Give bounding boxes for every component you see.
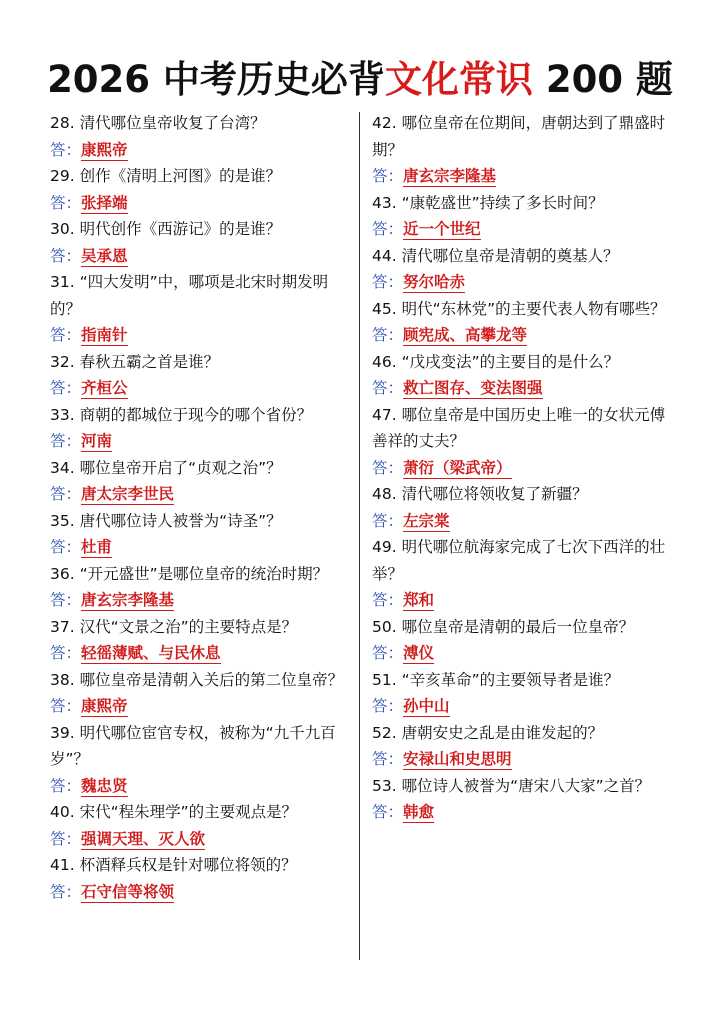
answer-text: 安禄山和史思明 xyxy=(403,749,512,768)
answer-label: 答： xyxy=(50,591,82,609)
question-text: 35. 唐代哪位诗人被誉为“诗圣”？ xyxy=(50,511,282,530)
answer-text: 齐桓公 xyxy=(81,378,128,397)
answer-line xyxy=(50,190,350,217)
answer-label: 答： xyxy=(50,776,82,795)
question-text: 51. “辛亥革命”的主要领导者是谁？ xyxy=(372,670,620,689)
answer-label: 答： xyxy=(372,750,404,768)
answer-text: 救亡图存、变法图强 xyxy=(403,378,543,397)
answer-line xyxy=(372,587,672,614)
answer-label: 答： xyxy=(50,379,82,397)
answer-label: 答： xyxy=(372,591,404,609)
question-text: 50. 哪位皇帝是清朝的最后一位皇帝？ xyxy=(372,617,635,636)
column-divider xyxy=(359,112,360,960)
question-text: 39. 明代哪位宦官专权，被称为“九千九百岁”？ xyxy=(50,723,336,768)
answer-text: 轻徭薄赋、与民休息 xyxy=(81,643,221,662)
answer-line xyxy=(372,322,672,349)
answer-label: 答： xyxy=(372,458,404,477)
answer-text: 石守信等将领 xyxy=(81,881,175,901)
question-text: 42. 哪位皇帝在位期间，唐朝达到了鼎盛时期？ xyxy=(372,114,666,159)
question-text: 34. 哪位皇帝开启了“贞观之治”？ xyxy=(50,458,282,477)
answer-label: 答： xyxy=(372,803,404,821)
question-text: 53. 哪位诗人被誉为“唐宋八大家”之首？ xyxy=(372,776,651,795)
answer-label: 答： xyxy=(372,326,404,344)
answer-text: 强调天理、灭人欲 xyxy=(81,828,206,848)
answer-label: 答： xyxy=(50,697,82,715)
question-text: 36. “开元盛世”是哪位皇帝的统治时期？ xyxy=(50,564,329,583)
question-text: 46. “戊戌变法”的主要目的是什么？ xyxy=(372,352,620,371)
answer-label: 答： xyxy=(50,829,82,848)
answer-line xyxy=(372,693,672,720)
answer-line xyxy=(50,322,350,349)
answer-line xyxy=(50,826,350,853)
answer-line xyxy=(50,428,350,455)
question-text: 29. 创作《清明上河图》的是谁？ xyxy=(50,167,282,185)
answer-label: 答： xyxy=(50,140,82,159)
answer-text: 河南 xyxy=(81,431,113,450)
question-text: 28. 清代哪位皇帝收复了台湾？ xyxy=(50,114,266,132)
title-highlight: 文化常识 xyxy=(384,58,533,101)
answer-line xyxy=(372,455,672,482)
answer-line xyxy=(372,799,672,826)
answer-text: 左宗棠 xyxy=(403,510,450,530)
left-column xyxy=(50,110,350,905)
answer-label: 答： xyxy=(50,432,82,450)
answer-line xyxy=(50,481,350,508)
answer-text: 吴承恩 xyxy=(81,245,128,265)
question-text: 43. “康乾盛世”持续了多长时间？ xyxy=(372,193,604,212)
answer-line xyxy=(372,269,672,296)
answer-text: 萧衍（梁武帝） xyxy=(403,457,512,477)
answer-line xyxy=(50,693,350,720)
answer-text: 杜甫 xyxy=(81,537,113,556)
answer-label: 答： xyxy=(50,485,82,503)
question-text: 49. 明代哪位航海家完成了七次下西洋的壮举？ xyxy=(372,538,666,583)
answer-text: 康熙帝 xyxy=(81,139,128,159)
answer-label: 答： xyxy=(372,167,404,185)
answer-label: 答： xyxy=(50,882,82,901)
question-text: 30. 明代创作《西游记》的是谁？ xyxy=(50,220,282,238)
answer-text: 郑和 xyxy=(403,590,435,609)
answer-text: 唐玄宗李隆基 xyxy=(81,590,175,609)
answer-text: 指南针 xyxy=(81,325,128,344)
question-text: 44. 清代哪位皇帝是清朝的奠基人？ xyxy=(372,246,619,265)
answer-line xyxy=(372,508,672,535)
question-text: 47. 哪位皇帝是中国历史上唯一的女状元傅善祥的丈夫？ xyxy=(372,405,666,450)
answer-text: 康熙帝 xyxy=(81,696,128,715)
title-suffix: 200 题 xyxy=(532,58,673,101)
answer-line xyxy=(50,534,350,561)
answer-label: 答： xyxy=(372,644,404,662)
page-title xyxy=(0,52,720,108)
answer-line xyxy=(372,163,672,190)
answer-label: 答： xyxy=(50,193,82,212)
answer-text: 魏忠贤 xyxy=(81,775,128,795)
answer-text: 张择端 xyxy=(81,192,128,212)
answer-text: 溥仪 xyxy=(403,643,435,662)
question-text: 45. 明代“东林党”的主要代表人物有哪些？ xyxy=(372,299,666,318)
answer-text: 韩愈 xyxy=(403,802,435,821)
answer-label: 答： xyxy=(50,326,82,344)
question-text: 52. 唐朝安史之乱是由谁发起的？ xyxy=(372,723,604,742)
answer-text: 努尔哈赤 xyxy=(403,272,466,291)
answer-text: 唐玄宗李隆基 xyxy=(403,166,497,185)
answer-label: 答： xyxy=(50,538,82,556)
answer-label: 答： xyxy=(50,644,82,662)
answer-line xyxy=(372,216,672,243)
right-column xyxy=(372,110,672,826)
answer-line xyxy=(50,879,350,906)
question-text: 38. 哪位皇帝是清朝入关后的第二位皇帝？ xyxy=(50,670,344,689)
answer-text: 顾宪成、高攀龙等 xyxy=(403,325,528,344)
question-text: 37. 汉代“文景之治”的主要特点是？ xyxy=(50,617,298,636)
answer-text: 孙中山 xyxy=(403,696,450,715)
answer-line xyxy=(372,640,672,667)
question-text: 31. “四大发明”中，哪项是北宋时期发明的？ xyxy=(50,273,329,318)
answer-line xyxy=(372,375,672,402)
title-prefix: 2026 中考历史必背 xyxy=(47,58,385,101)
question-text: 41. 杯酒释兵权是针对哪位将领的？ xyxy=(50,856,297,874)
answer-line xyxy=(50,773,350,800)
answer-line xyxy=(50,137,350,164)
answer-text: 唐太宗李世民 xyxy=(81,484,175,503)
answer-line xyxy=(372,746,672,773)
question-text: 48. 清代哪位将领收复了新疆？ xyxy=(372,485,588,503)
answer-text: 近一个世纪 xyxy=(403,219,481,238)
answer-label: 答： xyxy=(372,379,404,397)
question-text: 40. 宋代“程朱理学”的主要观点是？ xyxy=(50,803,298,821)
answer-label: 答： xyxy=(372,511,404,530)
question-text: 33. 商朝的都城位于现今的哪个省份？ xyxy=(50,405,313,424)
question-text: 32. 春秋五霸之首是谁？ xyxy=(50,352,220,371)
answer-label: 答： xyxy=(372,697,404,715)
answer-label: 答： xyxy=(50,246,82,265)
answer-label: 答： xyxy=(372,220,404,238)
answer-label: 答： xyxy=(372,273,404,291)
answer-line xyxy=(50,243,350,270)
answer-line xyxy=(50,375,350,402)
answer-line xyxy=(50,640,350,667)
answer-line xyxy=(50,587,350,614)
